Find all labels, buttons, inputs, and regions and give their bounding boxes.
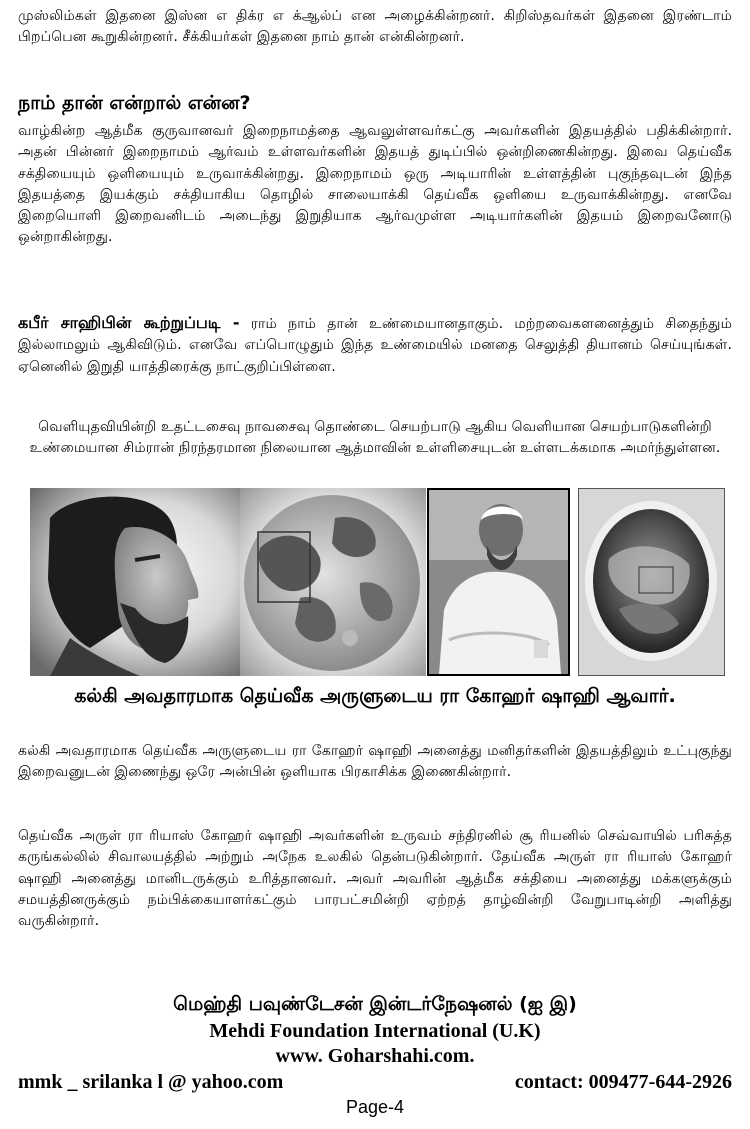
contact-row [18, 1071, 732, 1095]
guru-paragraph: வாழ்கின்ற ஆத்மீக குருவானவர் இறைநாமத்தை ஆவலுள்ளவர்கட்கு அவர்களின் இதயத்தில் பதிக்கின்றார். அதன் பின்னர் இறைநாமம் ஆர்வம் உள்ளவர்களின் இதயத் துடிப்பில் ஒன்றிணைகின்றது. இவை தெய்வீக சக்தியையும் ஒளியையும் உருவாக்கின்றது. இறைநாமம் ஒரு அடியாரின் உள்ளத்தின் புகுந்தவுடன் இந்த இதயத்தை இயக்கும் சக்தியாகிய தொழில் சாலையாக்கி தெய்வீக ஒளியை உருவாக்கின்றது. எனவே இறையொளி இறைவனிடம் அடைந்து இறுதியாக ஆர்வமுள்ள அடியார்களின் இதயம் இறைவனோடு ஒன்றாகின்றது. [18, 123, 732, 246]
website-link[interactable]: www. Goharshahi.com. [275, 1045, 475, 1067]
kabir-text: ராம் நாம் தான் உண்மையானதாகும். மற்றவைகளனைத்தும் சிதைந்தும் இல்லாமலும் ஆகிவிடும். எனவே எப்பொழுதும் இந்த உண்மையில் மனதை செலுத்தி தியானம் செய்யுங்கள். ஏனெனில் இறுதி யாத்திரைக்கு நாட்குறிப்பிள்ளை. [18, 316, 732, 375]
kabir-lead: கபீர் சாஹிபின் கூற்றுப்படி - [18, 313, 240, 332]
photo-strip [30, 488, 725, 676]
namtan-heading: நாம் தான் என்றால் என்ன? [18, 92, 251, 114]
moon-paragraph: தெய்வீக அருள் ரா ரியாஸ் கோஹர் ஷாஹி அவர்களின் உருவம் சந்திரனில் சூ ரியனில் செவ்வாயில் பரிசுத்த கருங்கல்லில் சிவாலயத்தில் அற்றும் அநேக உலகில் தென்படுகின்றார். தேய்வீக அருள் ரா ரியாஸ் கோஹர் ஷாஹி அனைத்து மானிடருக்கும் உரித்தானவர். அவர் அவரின் ஆத்மீக சக்தியை அனைத்து மக்களுக்கும் சமயத்தினருக்கும் நம்பிக்கையாளர்கட்கும் பாரபட்சமின்றி ஏற்றத் தாழ்வின்றி வேறுபாடின்றி அளித்து வருகின்றார். [18, 828, 732, 930]
inner-paragraph: வெளியுதவியின்றி உதட்டசைவு நாவசைவு தொண்டை செயற்பாடு ஆகிய வெளியான செயற்பாடுகளின்றி உண்மையான சிம்ரான் நிரந்தரமான நிலையான ஆத்மாவின் உள்ளிசையுடன் உள்ளடக்கமாக அமர்ந்துள்ளன. [29, 419, 721, 457]
kalki-paragraph: கல்கி அவதாரமாக தெய்வீக அருளுடைய ரா கோஹர் ஷாஹி அனைத்து மனிதர்களின் இதயத்திலும் உட்புகுந்து இறைவனுடன் இணைந்து ஒரே அன்பின் ஒளியாக பிரகாசிக்க இணைகின்றார். [18, 743, 732, 781]
page-number: Page-4 [345, 1097, 405, 1117]
org-name-english: Mehdi Foundation International (U.K) [209, 1020, 541, 1042]
moon-photo [240, 488, 426, 676]
seated-man-photo [427, 488, 570, 676]
org-name-tamil: மெஹ்தி பவுண்டேசன் இன்டர்நேஷனல் (ஐ இ) [173, 993, 577, 1015]
email-link[interactable]: mmk _ srilanka l @ yahoo.com [18, 1071, 284, 1093]
contact-phone: contact: 009477-644-2926 [514, 1071, 732, 1093]
stone-photo [578, 488, 725, 676]
intro-paragraph: முஸ்லிம்கள் இதனை இஸ்ன எ திக்ர எ க்ஆல்ப் என அழைக்கின்றனர். கிறிஸ்தவர்கள் இதனை இரண்டாம் பிறப்பென கூறுகின்றனர். சீக்கியர்கள் இதனை நாம் தான் என்கின்றனர். [18, 8, 732, 46]
kabir-paragraph [18, 312, 732, 378]
kalki-heading: கல்கி அவதாரமாக தெய்வீக அருளுடைய ரா கோஹர் ஷாஹி ஆவார். [74, 685, 676, 707]
portrait-photo [30, 488, 246, 676]
